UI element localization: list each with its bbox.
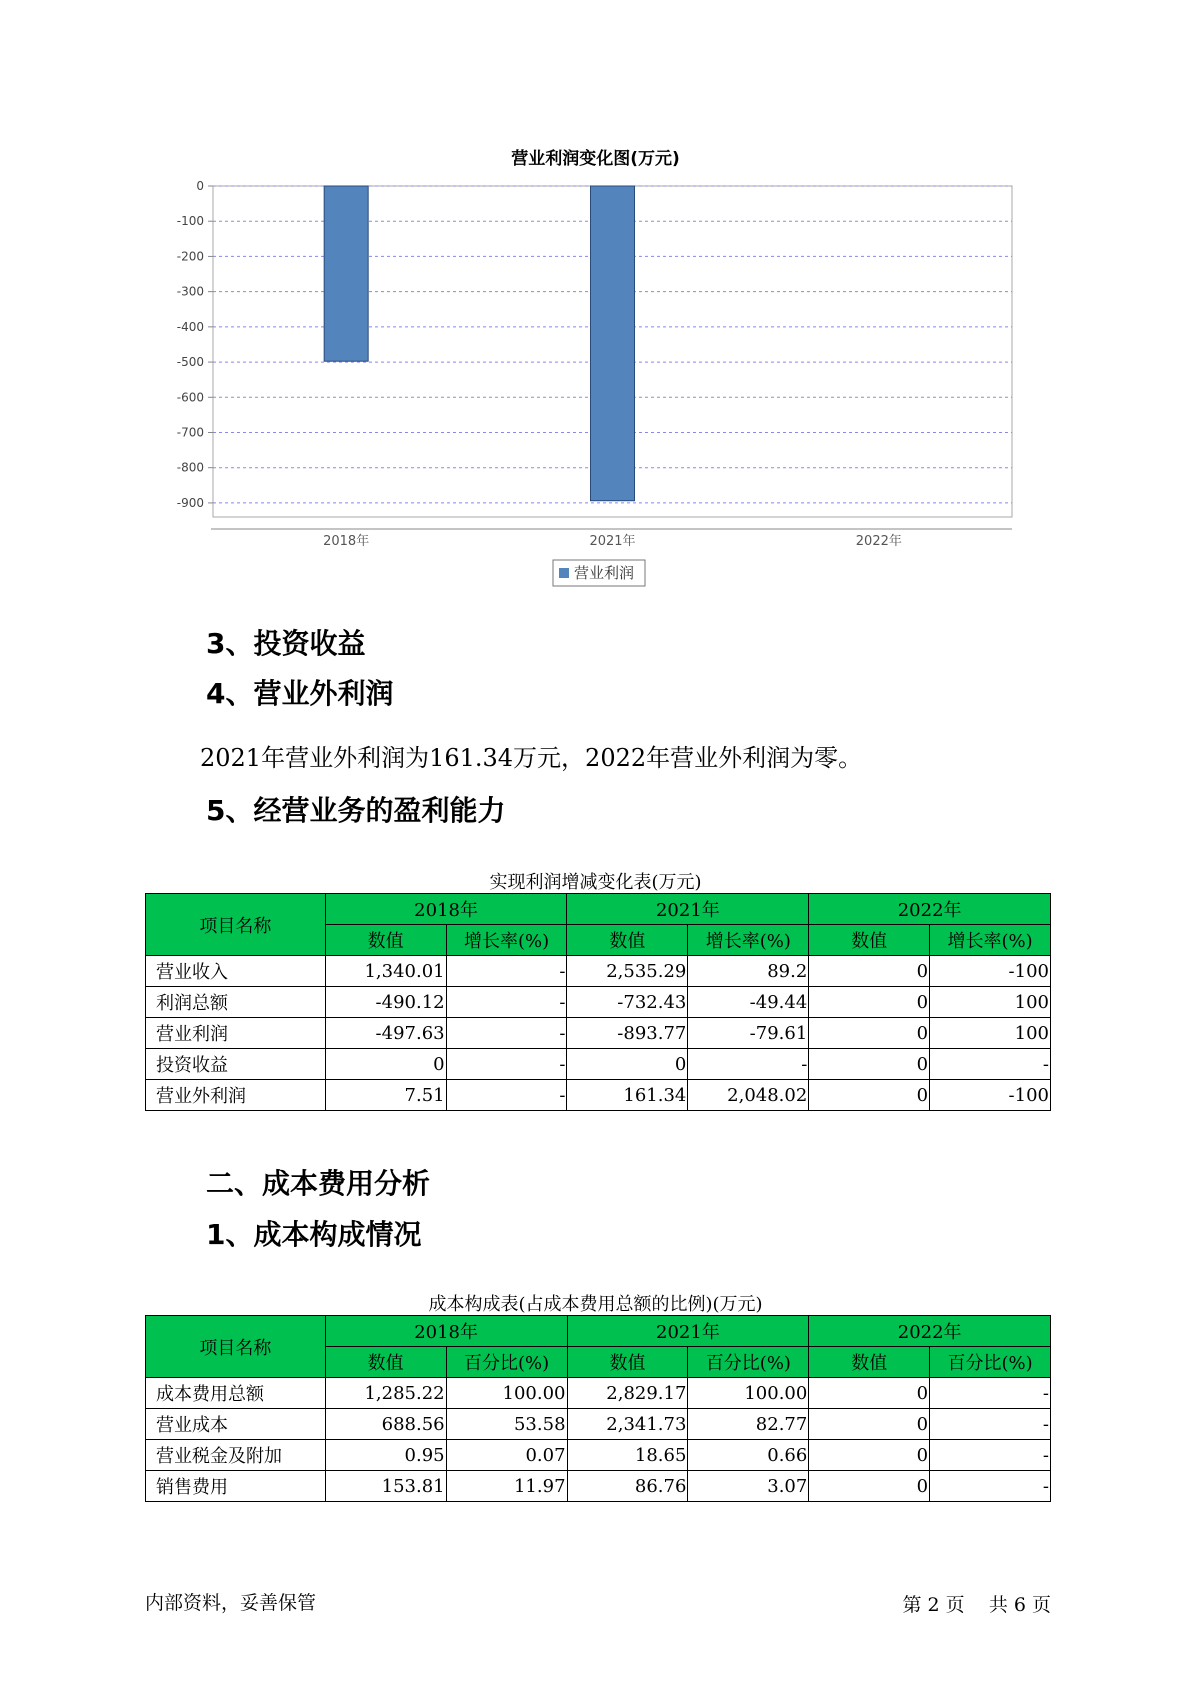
- table-cell: -: [688, 1049, 809, 1080]
- table-header-year: 2018年: [325, 894, 567, 925]
- table-cell: 0: [809, 1080, 930, 1111]
- table-row: [146, 1378, 1051, 1409]
- table-row: [146, 1080, 1051, 1111]
- table-cell: 0: [809, 956, 930, 987]
- table-subheader: 数值: [325, 925, 446, 956]
- row-label: 成本费用总额: [146, 1378, 326, 1409]
- table-cell: 82.77: [688, 1409, 809, 1440]
- table-cell: -497.63: [325, 1018, 446, 1049]
- non-operating-profit-paragraph: 2021年营业外利润为161.34万元，2022年营业外利润为零。: [200, 744, 863, 772]
- table-row: [146, 956, 1051, 987]
- table-cell: 100: [930, 987, 1051, 1018]
- table-cell: 0.95: [325, 1440, 446, 1471]
- table-subheader: 增长率(%): [688, 925, 809, 956]
- x-tick-label: 2021年: [589, 534, 636, 549]
- table-header-year: 2021年: [567, 894, 809, 925]
- table-cell: 3.07: [688, 1471, 809, 1502]
- row-label: 投资收益: [146, 1049, 326, 1080]
- table-cell: 0: [567, 1049, 688, 1080]
- table-cell: 53.58: [446, 1409, 567, 1440]
- table-cell: 0.07: [446, 1440, 567, 1471]
- table-cell: 100.00: [446, 1378, 567, 1409]
- table-cell: 0: [809, 1378, 930, 1409]
- y-tick-label: -900: [176, 495, 204, 510]
- table-subheader: 百分比(%): [446, 1347, 567, 1378]
- y-tick-label: -600: [176, 390, 204, 405]
- table-header-name: 项目名称: [146, 894, 326, 956]
- row-label: 营业成本: [146, 1409, 326, 1440]
- table-header-year: 2022年: [809, 1316, 1051, 1347]
- heading-investment-income: 3、投资收益: [206, 627, 366, 660]
- profit-change-table: [145, 893, 1051, 1111]
- table-cell: -100: [930, 1080, 1051, 1111]
- table-cell: 0: [809, 1471, 930, 1502]
- table-cell: -100: [930, 956, 1051, 987]
- table-row: [146, 1049, 1051, 1080]
- heading-non-operating-profit: 4、营业外利润: [206, 677, 394, 710]
- y-tick-label: -400: [176, 319, 204, 334]
- row-label: 营业外利润: [146, 1080, 326, 1111]
- table-cell: 1,340.01: [325, 956, 446, 987]
- legend-label: 营业利润: [574, 564, 635, 582]
- heading-profitability: 5、经营业务的盈利能力: [206, 794, 506, 827]
- table-cell: -: [930, 1378, 1051, 1409]
- table2-caption: 成本构成表(占成本费用总额的比例)(万元): [428, 1294, 763, 1315]
- table-cell: -79.61: [688, 1018, 809, 1049]
- table-row: [146, 987, 1051, 1018]
- x-tick-label: 2018年: [323, 534, 370, 549]
- table-cell: -: [930, 1471, 1051, 1502]
- heading-cost-structure: 1、成本构成情况: [206, 1218, 422, 1251]
- table-cell: 2,535.29: [567, 956, 688, 987]
- y-tick-label: -200: [176, 249, 204, 264]
- table-cell: -: [930, 1409, 1051, 1440]
- table-cell: 0: [809, 1409, 930, 1440]
- y-tick-label: -700: [176, 425, 204, 440]
- row-label: 营业税金及附加: [146, 1440, 326, 1471]
- cost-structure-table: [145, 1315, 1051, 1502]
- y-tick-label: -500: [176, 355, 204, 370]
- table-cell: 0: [809, 1049, 930, 1080]
- table-header-name: 项目名称: [146, 1316, 326, 1378]
- table-header-year: 2021年: [567, 1316, 809, 1347]
- table-cell: 0: [809, 1018, 930, 1049]
- table-cell: 2,048.02: [688, 1080, 809, 1111]
- table-cell: -: [446, 956, 567, 987]
- table-cell: -490.12: [325, 987, 446, 1018]
- table1-caption: 实现利润增减变化表(万元): [489, 872, 702, 893]
- table-subheader: 百分比(%): [930, 1347, 1051, 1378]
- row-label: 利润总额: [146, 987, 326, 1018]
- chart-legend: [553, 560, 645, 586]
- table-cell: 2,341.73: [567, 1409, 688, 1440]
- y-tick-label: 0: [196, 179, 204, 193]
- table-cell: 0: [325, 1049, 446, 1080]
- table-cell: 1,285.22: [325, 1378, 446, 1409]
- row-label: 销售费用: [146, 1471, 326, 1502]
- table-subheader: 数值: [809, 925, 930, 956]
- table-cell: 86.76: [567, 1471, 688, 1502]
- table-row: [146, 1471, 1051, 1502]
- table-cell: 688.56: [325, 1409, 446, 1440]
- chart-y-tick-labels: [177, 179, 204, 510]
- table-cell: -: [446, 1049, 567, 1080]
- table-header-year: 2022年: [809, 894, 1051, 925]
- x-tick-label: 2022年: [855, 534, 902, 549]
- table-cell: -: [446, 1018, 567, 1049]
- table-cell: 0.66: [688, 1440, 809, 1471]
- table-subheader: 数值: [567, 1347, 688, 1378]
- row-label: 营业利润: [146, 1018, 326, 1049]
- table-cell: 11.97: [446, 1471, 567, 1502]
- table-cell: -: [930, 1049, 1051, 1080]
- table-subheader: 百分比(%): [688, 1347, 809, 1378]
- table-cell: 89.2: [688, 956, 809, 987]
- table-subheader: 增长率(%): [930, 925, 1051, 956]
- table-subheader: 增长率(%): [446, 925, 567, 956]
- bar: [324, 186, 368, 361]
- chart-title: 营业利润变化图(万元): [511, 149, 680, 169]
- y-tick-label: -300: [176, 284, 204, 299]
- table-cell: 2,829.17: [567, 1378, 688, 1409]
- table-row: [146, 1409, 1051, 1440]
- table-header-year: 2018年: [325, 1316, 567, 1347]
- table-cell: 0: [809, 1440, 930, 1471]
- table-row: [146, 1018, 1051, 1049]
- table-cell: 18.65: [567, 1440, 688, 1471]
- table-cell: 100: [930, 1018, 1051, 1049]
- y-tick-label: -100: [176, 214, 204, 229]
- table-cell: 100.00: [688, 1378, 809, 1409]
- footer-page-number: 第 2 页 共 6 页: [902, 1594, 1051, 1616]
- table-cell: 161.34: [567, 1080, 688, 1111]
- table-cell: -: [446, 987, 567, 1018]
- bar: [591, 186, 635, 501]
- table-row: [146, 1440, 1051, 1471]
- table-cell: -732.43: [567, 987, 688, 1018]
- footer-confidential-note: 内部资料，妥善保管: [145, 1592, 317, 1614]
- table-cell: -893.77: [567, 1018, 688, 1049]
- table-cell: -: [446, 1080, 567, 1111]
- operating-profit-chart: [0, 0, 1191, 600]
- y-tick-label: -800: [176, 460, 204, 475]
- table-subheader: 数值: [325, 1347, 446, 1378]
- table-cell: -49.44: [688, 987, 809, 1018]
- heading-cost-analysis: 二、成本费用分析: [206, 1167, 431, 1200]
- legend-swatch: [559, 568, 569, 578]
- row-label: 营业收入: [146, 956, 326, 987]
- table-subheader: 数值: [567, 925, 688, 956]
- table-cell: 153.81: [325, 1471, 446, 1502]
- table-cell: 0: [809, 987, 930, 1018]
- table-cell: 7.51: [325, 1080, 446, 1111]
- chart-x-tick-labels: [323, 533, 902, 549]
- table-cell: -: [930, 1440, 1051, 1471]
- table-subheader: 数值: [809, 1347, 930, 1378]
